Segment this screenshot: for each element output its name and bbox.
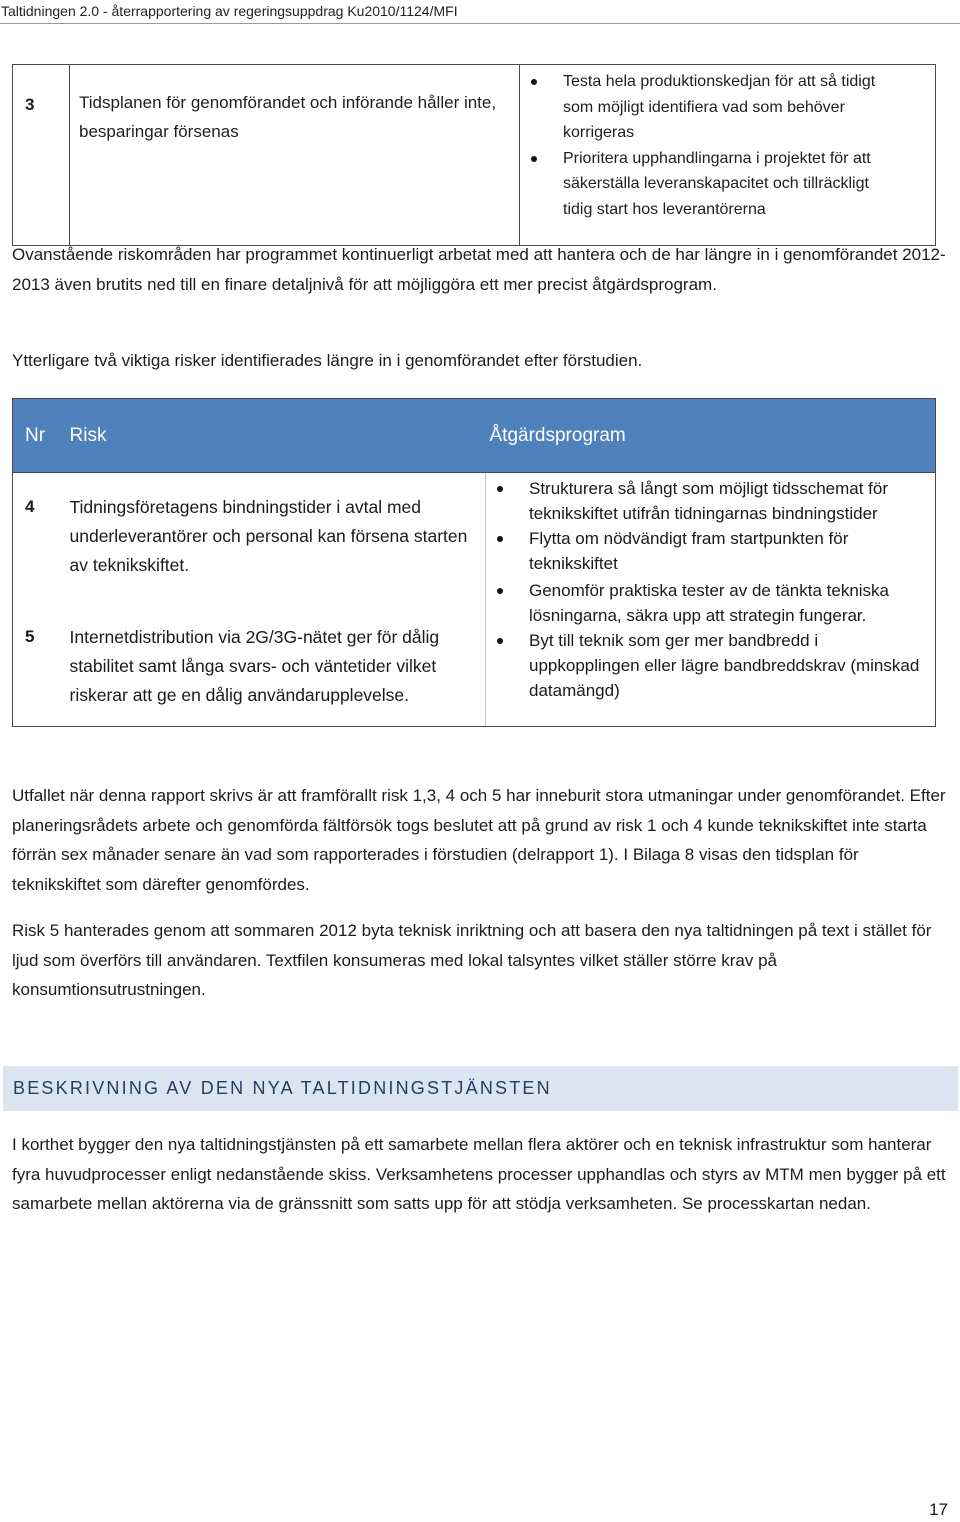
table-row: [13, 473, 936, 727]
paragraph: Utfallet när denna rapport skrivs är att framförallt risk 1,3, 4 och 5 har inneburit stora utmaningar under genomförandet. Efter planeringsrådets arbete och genomförda fältförsök togs beslutet att på grund av risk 1 och 4 kunde teknikskiftet inte starta förrän sex månader senare än vad som rapporterades i förstudien (delrapport 1). I Bilaga 8 visas den tidsplan för teknikskiftet som därefter genomfördes.: [12, 786, 946, 894]
column-header-actions: Åtgärdsprogram: [486, 399, 936, 473]
list-item: Genomför praktiska tester av de tänkta tekniska lösningarna, säkra upp att strategin fungerar.: [486, 578, 921, 628]
risk-table: [12, 398, 936, 727]
list-item: Byt till teknik som ger mer bandbredd i uppkopplingen eller lägre bandbreddskrav (minskad datamängd): [486, 628, 921, 703]
document-header: [0, 0, 960, 24]
column-header-nr: Nr: [13, 399, 69, 473]
risk-description: Tidningsföretagens bindningstider i avtal med underleverantörer och personal kan försena starten av teknikskiftet.: [69, 497, 468, 575]
list-item: Testa hela produktionskedjan för att så tidigt som möjligt identifiera vad som behöver korrigeras: [520, 69, 895, 146]
paragraph: Risk 5 hanterades genom att sommaren 2012 byta teknisk inriktning och att basera den nya taltidningen på text i stället för ljud som överförs till användaren. Textfilen konsumeras med lokal talsyntes vilket ställer större krav på konsumtionsutrustningen.: [12, 921, 932, 999]
list-item: Prioritera upphandlingarna i projektet för att säkerställa leveranskapacitet och tillräckligt tidig start hos leverantörerna: [520, 146, 895, 223]
header-title: Taltidningen 2.0 - återrapportering av regeringsuppdrag Ku2010/1124/MFI: [1, 3, 458, 19]
risk-table-continued: [12, 64, 936, 246]
page-number: 17: [929, 1500, 948, 1519]
risk-number: 3: [13, 65, 70, 246]
action-list: [486, 476, 921, 703]
action-list: [520, 69, 895, 222]
paragraph: Ovanstående riskområden har programmet kontinuerligt arbetat med att hantera och de har längre in i genomförandet 2012-2013 även brutits ned till en finare detaljnivå för att möjliggöra ett mer precist åtgärdsprogram.: [12, 245, 946, 294]
paragraph: Ytterligare två viktiga risker identifierades längre in i genomförandet efter förstudien.: [12, 351, 643, 370]
table-row: [13, 65, 936, 246]
list-item: Strukturera så långt som möjligt tidsschemat för teknikskiftet utifrån tidningarnas bindningstider: [486, 476, 921, 526]
table-header-row: [13, 399, 936, 473]
risk-descriptions-cell: [69, 473, 486, 727]
risk-description: Tidsplanen för genomförandet och införande håller inte, besparingar försenas: [70, 65, 520, 246]
risk-description: Internetdistribution via 2G/3G-nätet ger för dålig stabilitet samt långa svars- och väntetider vilket riskerar att ge en dålig användarupplevelse.: [69, 627, 440, 705]
risk-numbers-cell: 4 5: [13, 473, 69, 727]
paragraph: I korthet bygger den nya taltidningstjänsten på ett samarbete mellan flera aktörer och en teknisk infrastruktur som hanterar fyra huvudprocesser enligt nedanstående skiss. Verksamhetens processer upphandlas och styrs av MTM men bygger på ett samarbete mellan aktörerna via de gränssnitt som satts upp för att stödja verksamheten. Se processkartan nedan.: [12, 1135, 946, 1213]
risk-actions: [520, 65, 936, 246]
list-item: Flytta om nödvändigt fram startpunkten för teknikskiftet: [486, 526, 921, 576]
section-heading: BESKRIVNING AV DEN NYA TALTIDNINGSTJÄNSTEN: [3, 1066, 958, 1111]
column-header-risk: Risk: [69, 399, 486, 473]
action-program-cell: [486, 473, 936, 727]
